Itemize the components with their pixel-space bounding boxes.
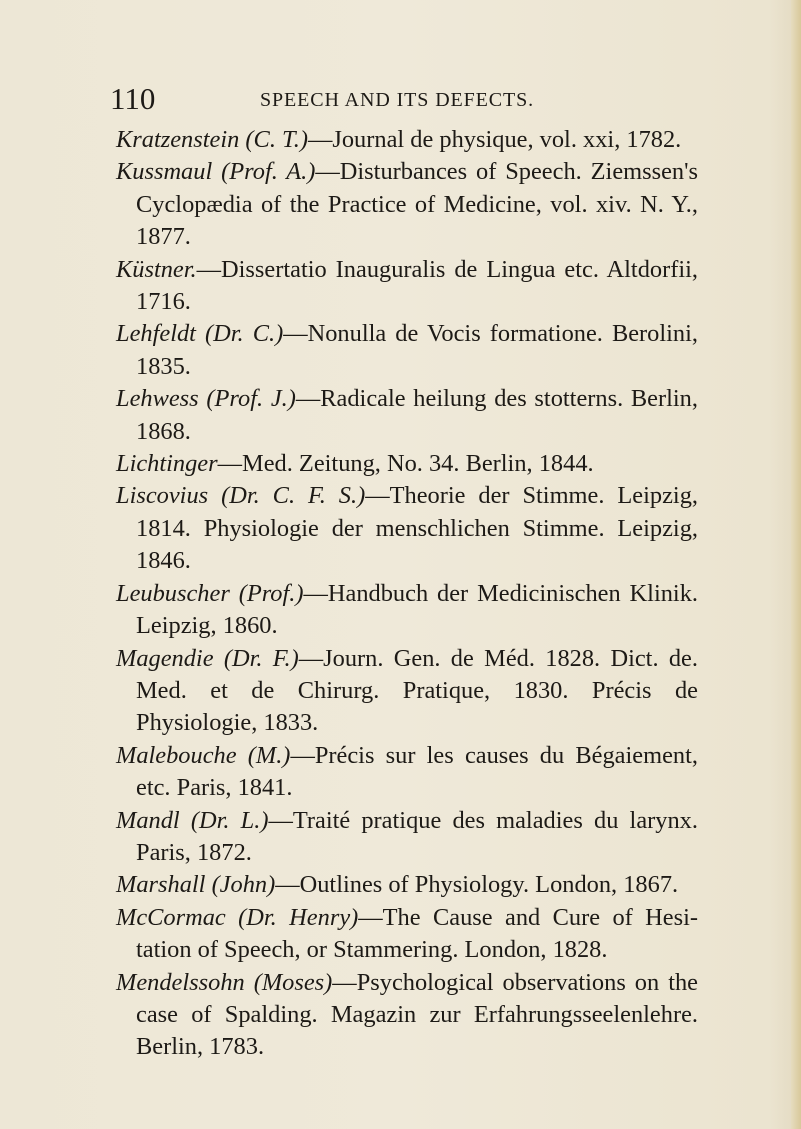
- entry-author: Mandl: [116, 806, 180, 834]
- bibliography-entry: [116, 254, 698, 319]
- entry-text: —Traité pratique des maladies du larynx. Paris, 1872.: [136, 806, 698, 866]
- entry-text: —Handbuch der Medicinischen Klinik. Leipzig, 1860.: [136, 579, 698, 640]
- entry-author: Lehfeldt: [116, 320, 196, 348]
- entry-author: Kussmaul: [116, 158, 213, 186]
- bibliography-entry: [116, 740, 698, 805]
- entry-text: —Précis sur les causes du Bégaiement, etc. Paris, 1841.: [136, 741, 698, 802]
- bibliography-entry: [116, 448, 698, 480]
- entry-author: Magendie: [116, 644, 214, 672]
- entry-text: —The Cause and Cure of Hesitation of Speech, or Stammering. London, 1828.: [136, 903, 699, 964]
- entry-given: (Dr. Henry): [238, 903, 359, 931]
- page-header: [110, 81, 700, 116]
- entry-given: (John): [211, 871, 276, 899]
- bibliography-entry: [116, 383, 698, 448]
- bibliography-entry: [116, 156, 698, 253]
- entry-text: —Psychological observations on the case of Spalding. Magazin zur Erfahrungsseelenlehre. Berlin, 1783.: [136, 968, 698, 1061]
- entry-author: McCormac: [116, 903, 226, 931]
- entry-given: (Prof.): [238, 579, 304, 607]
- entry-author: Lehwess: [116, 385, 199, 413]
- entry-text: —Outlines of Physiology. London, 1867.: [275, 871, 679, 899]
- bibliography-entry: [116, 124, 698, 156]
- entry-author: Kratzenstein: [116, 126, 240, 153]
- entry-author: Leubuscher: [116, 579, 230, 607]
- bibliography-entry: [116, 318, 698, 383]
- entry-author: Mendelssohn: [116, 968, 245, 996]
- entry-text: —Theorie der Stimme. Leipzig, 1814. Physiologie der menschlichen Stimme. Leipzig, 1846.: [136, 482, 698, 575]
- bibliography-entry: [116, 967, 698, 1064]
- entry-given: (Prof. J.): [206, 385, 296, 413]
- entry-text: —Dissertatio Inauguralis de Lingua etc. Altdorfii, 1716.: [136, 255, 698, 316]
- bibliography-entry: [116, 643, 698, 740]
- entry-text: —Med. Zeitung, No. 34. Berlin, 1844.: [217, 450, 594, 478]
- entry-given: (M.): [247, 741, 291, 769]
- entry-given: (Dr. C.): [205, 320, 284, 348]
- entry-author: Liscovius: [116, 482, 209, 510]
- entry-given: (Moses): [253, 968, 333, 996]
- entry-text: —Nonulla de Vocis formatione. Berolini, 1835.: [136, 320, 698, 380]
- entry-author: Lichtinger: [116, 450, 218, 478]
- entry-given: (Dr. L.): [190, 806, 269, 834]
- running-title: SPEECH AND ITS DEFECTS.: [260, 89, 535, 111]
- entry-given: (Dr. F.): [223, 644, 299, 672]
- bibliography-list: [116, 124, 698, 1064]
- bibliography-entry: [116, 805, 698, 870]
- page-edge: [791, 0, 801, 1129]
- entry-text: —Journ. Gen. de Méd. 1828. Dict. de. Med. et de Chirurg. Pratique, 1830. Précis de Physiologie, 1833.: [136, 644, 698, 737]
- page-number: 110: [110, 81, 156, 116]
- entry-author: Malebouche: [116, 741, 237, 769]
- bibliography-entry: [116, 902, 698, 967]
- entry-author: Küstner.: [116, 255, 197, 283]
- entry-text: —Disturbances of Speech. Ziemssen's Cyclopædia of the Practice of Medicine, vol. xiv. N. Y., 1877.: [136, 158, 699, 251]
- entry-text: —Radicale heilung des stotterns. Berlin, 1868.: [136, 385, 698, 445]
- entry-given: (Prof. A.): [221, 158, 316, 186]
- entry-author: Marshall: [116, 871, 206, 899]
- entry-given: (C. T.): [245, 126, 308, 153]
- entry-text: —Journal de physique, vol. xxi, 1782.: [307, 126, 682, 153]
- bibliography-entry: [116, 578, 698, 643]
- entry-given: (Dr. C. F. S.): [221, 482, 366, 510]
- bibliography-entry: [116, 869, 698, 901]
- bibliography-entry: [116, 480, 698, 577]
